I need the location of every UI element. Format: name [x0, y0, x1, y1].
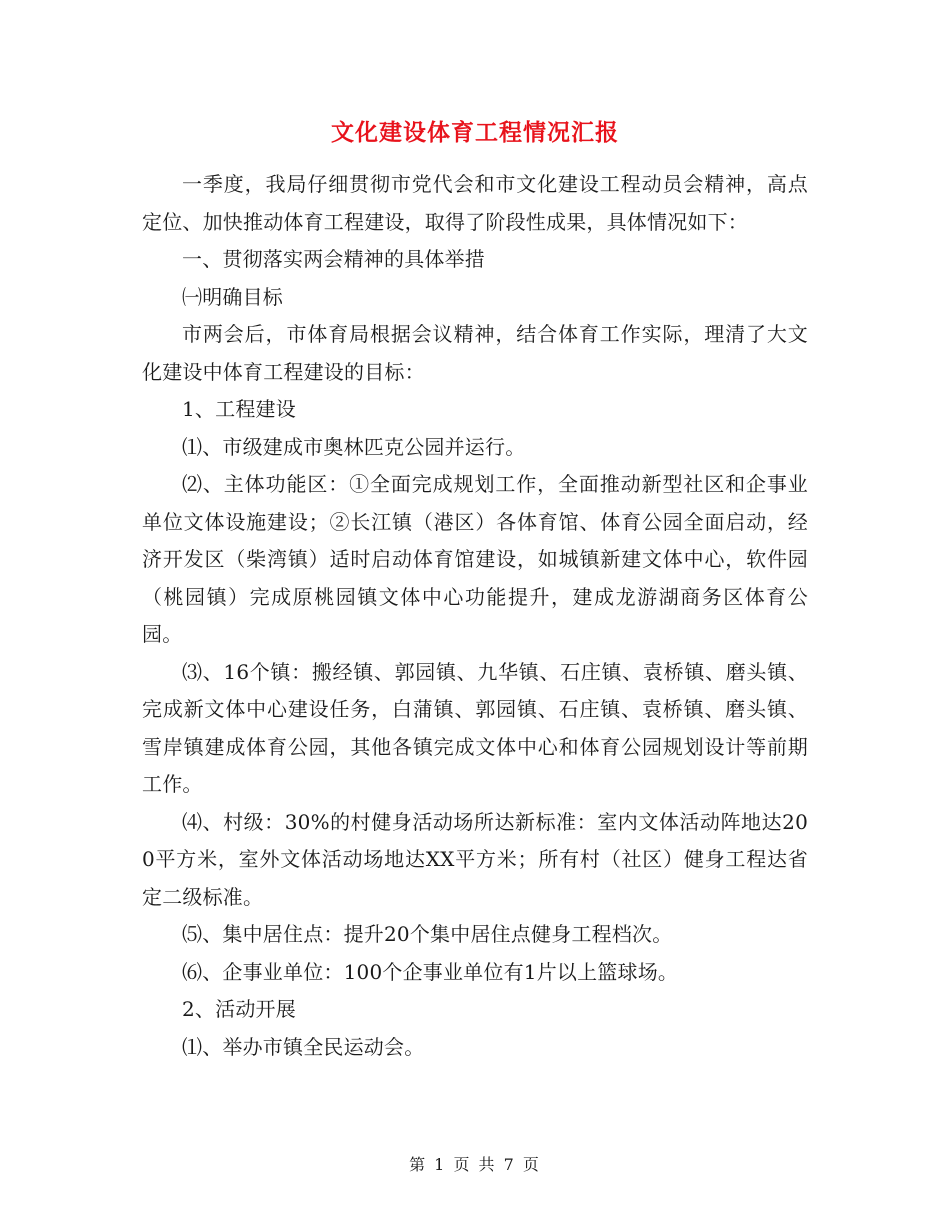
heading-project-construction: 1、工程建设 — [182, 397, 296, 421]
paragraph-intro: 一季度，我局仔细贯彻市党代会和市文化建设工程动员会精神，高点定位、加快推动体育工程建设，取得了阶段性成果，具体情况如下： — [142, 172, 808, 234]
list-item-city-level: ⑴、市级建成市奥林匹克公园并运行。 — [182, 434, 526, 459]
list-item-enterprises: ⑹、企事业单位：100个企事业单位有1片以上篮球场。 — [182, 959, 679, 984]
list-item-towns: ⑶、16个镇：搬经镇、郭园镇、九华镇、石庄镇、袁桥镇、磨头镇、完成新文体中心建设任务，白蒲镇、郭园镇、石庄镇、袁桥镇、磨头镇、雪岸镇建成体育公园，其他各镇完成文体中心和体育公园规划设计等前期工作。 — [142, 659, 808, 796]
list-item-functional-zones: ⑵、主体功能区：①全面完成规划工作，全面推动新型社区和企事业单位文体设施建设；②长江镇（港区）各体育馆、体育公园全面启动，经济开发区（柴湾镇）适时启动体育馆建设，如城镇新建文体中心，软件园（桃园镇）完成原桃园镇文体中心功能提升，建成龙游湖商务区体育公园。 — [142, 472, 808, 646]
heading-activities: 2、活动开展 — [182, 997, 296, 1021]
list-item-village-level: ⑷、村级：30%的村健身活动场所达新标准：室内文体活动阵地达200平方米，室外文体活动场地达XX平方米；所有村（社区）健身工程达省定二级标准。 — [142, 809, 808, 909]
heading-subsection-goals: ㈠明确目标 — [182, 284, 283, 309]
page-footer: 第 1 页 共 7 页 — [409, 1155, 541, 1174]
paragraph-goals: 市两会后，市体育局根据会议精神，结合体育工作实际，理清了大文化建设中体育工程建设的目标： — [142, 322, 808, 384]
list-item-residential-points: ⑸、集中居住点：提升20个集中居住点健身工程档次。 — [182, 922, 673, 946]
document-title: 文化建设体育工程情况汇报 — [331, 119, 619, 146]
list-item-games: ⑴、举办市镇全民运动会。 — [182, 1034, 425, 1059]
heading-section-1: 一、贯彻落实两会精神的具体举措 — [182, 247, 485, 271]
document-body — [142, 166, 808, 1066]
